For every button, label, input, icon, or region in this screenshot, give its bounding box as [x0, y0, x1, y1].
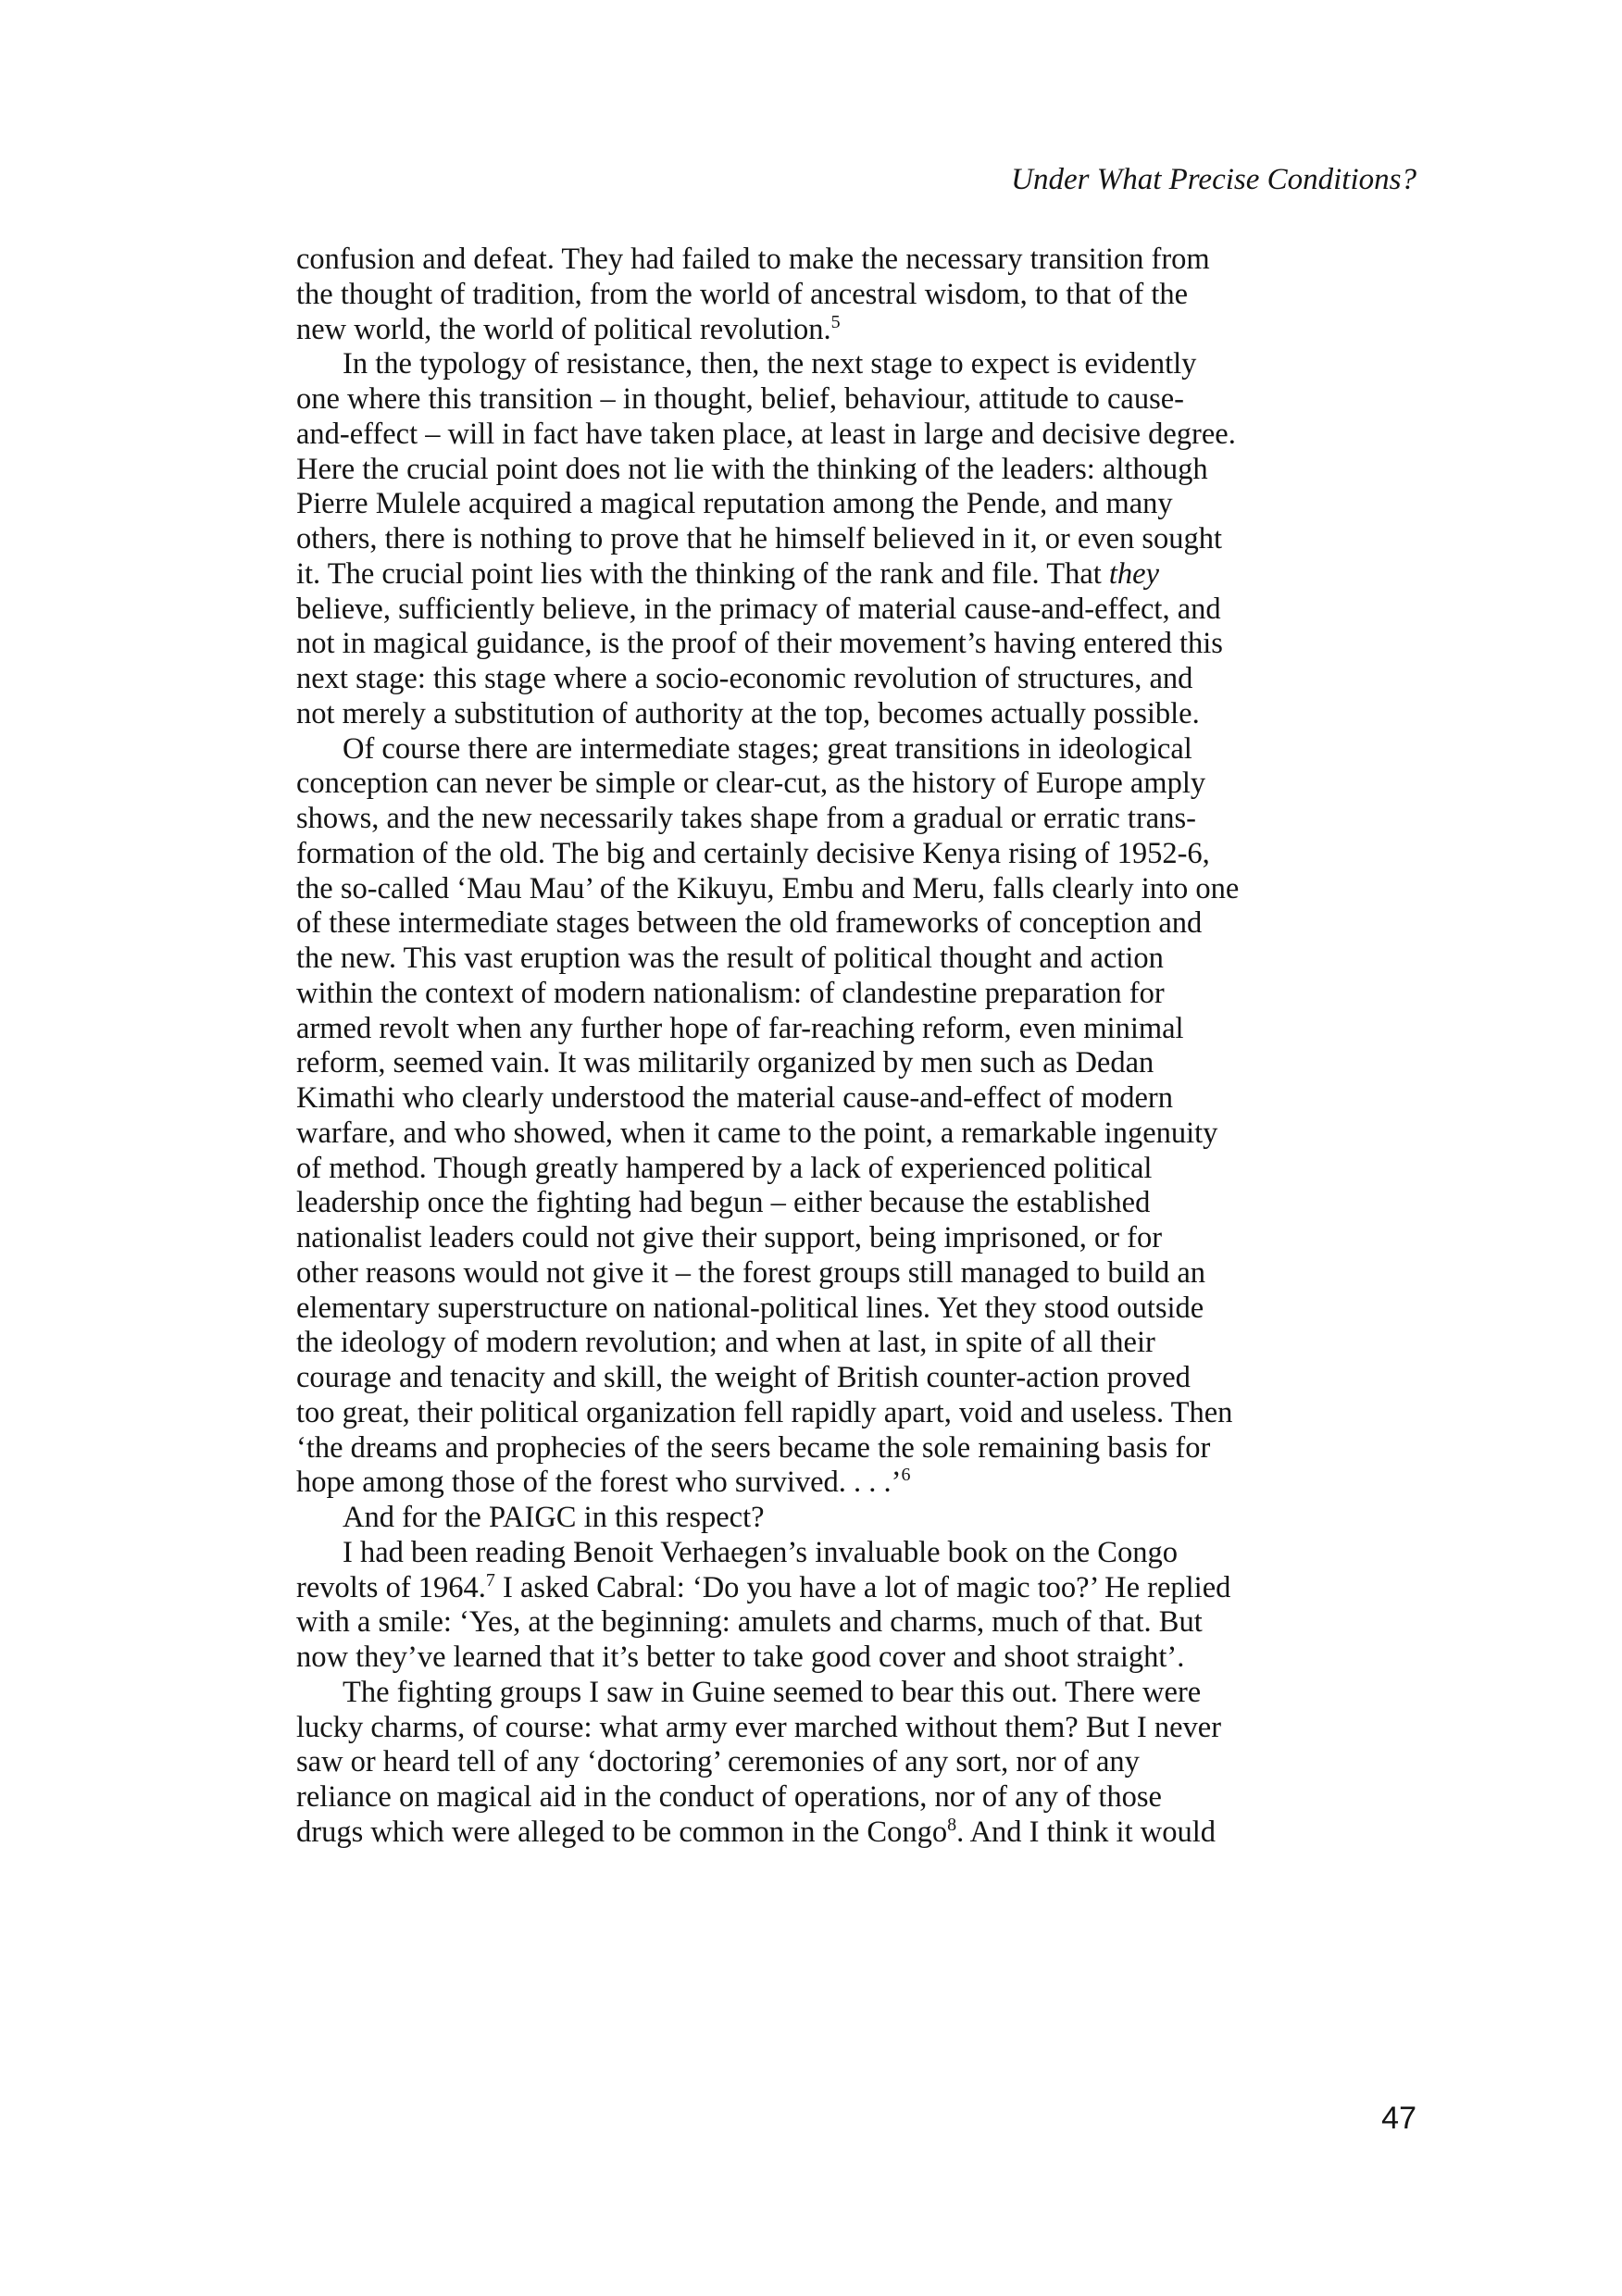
line-text: formation of the old. The big and certainly decisive Kenya rising of 1952-6,	[296, 836, 1210, 870]
text-line	[296, 1186, 1444, 1221]
line-text: others, there is nothing to prove that he himself believed in it, or even sought	[296, 522, 1223, 555]
text-line	[296, 1816, 1444, 1851]
text-line	[296, 1745, 1444, 1780]
line-text: of method. Though greatly hampered by a lack of experienced political	[296, 1151, 1153, 1185]
line-text: Here the crucial point does not lie with the thinking of the leaders: although	[296, 452, 1208, 486]
line-text-continued: . And I think it would	[956, 1815, 1216, 1849]
line-text: ‘the dreams and prophecies of the seers became the sole remaining basis for	[296, 1430, 1211, 1465]
text-line	[296, 872, 1444, 907]
line-text: The fighting groups I saw in Guine seemed to bear this out. There were	[343, 1675, 1202, 1709]
footnote-ref: 6	[901, 1465, 911, 1486]
text-line	[296, 1641, 1444, 1676]
line-text: one where this transition – in thought, belief, behaviour, attitude to cause-	[296, 382, 1185, 416]
line-text: hope among those of the forest who survived. . . .’	[296, 1466, 902, 1500]
line-text: In the typology of resistance, then, the next stage to expect is evidently	[343, 347, 1197, 381]
line-text: revolts of 1964.	[296, 1570, 486, 1604]
line-text: reliance on magical aid in the conduct of operations, nor of any of those	[296, 1780, 1162, 1814]
text-line	[296, 697, 1444, 732]
text-line	[296, 347, 1444, 382]
line-text: with a smile: ‘Yes, at the beginning: amulets and charms, much of that. But	[296, 1605, 1203, 1640]
text-line	[296, 977, 1444, 1012]
text-line	[296, 453, 1444, 488]
line-text: not merely a substitution of authority at the top, becomes actually possible.	[296, 696, 1200, 730]
footnote-ref: 7	[485, 1569, 495, 1591]
text-line	[296, 1081, 1444, 1117]
text-line	[296, 627, 1444, 662]
text-line	[296, 278, 1444, 313]
text-line	[296, 313, 1444, 348]
text-line	[296, 1152, 1444, 1187]
line-text: And for the PAIGC in this respect?	[343, 1501, 765, 1534]
line-text: courage and tenacity and skill, the weight of British counter-action proved	[296, 1361, 1191, 1394]
text-line	[296, 522, 1444, 557]
line-text: I had been reading Benoit Verhaegen’s invaluable book on the Congo	[343, 1535, 1178, 1569]
text-line	[296, 767, 1444, 802]
line-text: Kimathi who clearly understood the material cause-and-effect of modern	[296, 1081, 1173, 1115]
line-text: of these intermediate stages between the old frameworks of conception and	[296, 906, 1203, 941]
line-text: the ideology of modern revolution; and when at last, in spite of all their	[296, 1326, 1155, 1360]
text-line	[296, 1012, 1444, 1047]
line-text: and-effect – will in fact have taken place, at least in large and decisive degree.	[296, 417, 1236, 451]
line-text: within the context of modern nationalism: of clandestine preparation for	[296, 976, 1165, 1010]
text-line	[296, 732, 1444, 767]
line-text: conception can never be simple or clear-cut, as the history of Europe amply	[296, 767, 1206, 801]
text-line	[296, 1326, 1444, 1361]
text-line	[296, 1571, 1444, 1606]
running-head: Under What Precise Conditions?	[1011, 163, 1416, 196]
text-line	[296, 487, 1444, 522]
footnote-ref: 8	[947, 1814, 957, 1835]
line-text: not in magical guidance, is the proof of their movement’s having entered this	[296, 627, 1223, 661]
line-text: other reasons would not give it – the forest groups still managed to build an	[296, 1255, 1206, 1290]
line-text: Pierre Mulele acquired a magical reputation among the Pende, and many	[296, 487, 1173, 521]
text-line	[296, 418, 1444, 453]
text-line	[296, 557, 1444, 593]
text-line	[296, 906, 1444, 942]
text-line	[296, 593, 1444, 628]
line-text: drugs which were alleged to be common in the Congo	[296, 1815, 948, 1849]
line-text: nationalist leaders could not give their support, being imprisoned, or for	[296, 1221, 1163, 1254]
text-line	[296, 1676, 1444, 1711]
text-line	[296, 942, 1444, 977]
text-line	[296, 1292, 1444, 1327]
line-text: warfare, and who showed, when it came to the point, a remarkable ingenuity	[296, 1116, 1218, 1150]
footnote-ref: 5	[830, 311, 841, 332]
line-text: the so-called ‘Mau Mau’ of the Kikuyu, Embu and Meru, falls clearly into one	[296, 871, 1240, 905]
line-text: lucky charms, of course: what army ever marched without them? But I never	[296, 1710, 1222, 1744]
body-text	[296, 243, 1444, 1851]
line-text: the new. This vast eruption was the result of political thought and action	[296, 942, 1164, 975]
line-text: leadership once the fighting had begun – either because the established	[296, 1186, 1151, 1220]
text-line	[296, 1536, 1444, 1571]
line-text: confusion and defeat. They had failed to make the necessary transition from	[296, 243, 1210, 276]
text-line	[296, 1711, 1444, 1746]
text-line	[296, 1256, 1444, 1292]
text-line	[296, 837, 1444, 872]
page-number: 47	[1381, 2101, 1416, 2136]
text-line	[296, 243, 1444, 278]
text-line	[296, 1501, 1444, 1536]
line-text: armed revolt when any further hope of far-reaching reform, even minimal	[296, 1011, 1184, 1045]
text-line	[296, 1605, 1444, 1641]
line-text: now they’ve learned that it’s better to take good cover and shoot straight’.	[296, 1641, 1185, 1674]
line-text: the thought of tradition, from the world of ancestral wisdom, to that of the	[296, 277, 1189, 311]
line-text: shows, and the new necessarily takes shape from a gradual or erratic trans-	[296, 802, 1196, 835]
text-line	[296, 662, 1444, 697]
text-line	[296, 1396, 1444, 1431]
line-text: believe, sufficiently believe, in the primacy of material cause-and-effect, and	[296, 592, 1221, 626]
text-line	[296, 1431, 1444, 1466]
text-line	[296, 1466, 1444, 1501]
line-text: too great, their political organization fell rapidly apart, void and useless. Then	[296, 1395, 1233, 1429]
text-line	[296, 1046, 1444, 1081]
text-line	[296, 1221, 1444, 1256]
line-text-continued: I asked Cabral: ‘Do you have a lot of magic too?’ He replied	[494, 1570, 1231, 1604]
text-line	[296, 1117, 1444, 1152]
text-line	[296, 802, 1444, 837]
line-text: saw or heard tell of any ‘doctoring’ ceremonies of any sort, nor of any	[296, 1745, 1140, 1779]
text-line	[296, 382, 1444, 418]
line-text: new world, the world of political revolution.	[296, 312, 831, 346]
text-line	[296, 1361, 1444, 1396]
text-line	[296, 1780, 1444, 1816]
line-text: it. The crucial point lies with the thinking of the rank and file. That	[296, 556, 1109, 591]
line-text: next stage: this stage where a socio-economic revolution of structures, and	[296, 662, 1193, 695]
line-text: Of course there are intermediate stages; great transitions in ideological	[343, 731, 1192, 766]
line-text: elementary superstructure on national-political lines. Yet they stood outside	[296, 1291, 1204, 1325]
emphasis: they	[1108, 556, 1160, 591]
line-text: reform, seemed vain. It was militarily organized by men such as Dedan	[296, 1046, 1154, 1080]
